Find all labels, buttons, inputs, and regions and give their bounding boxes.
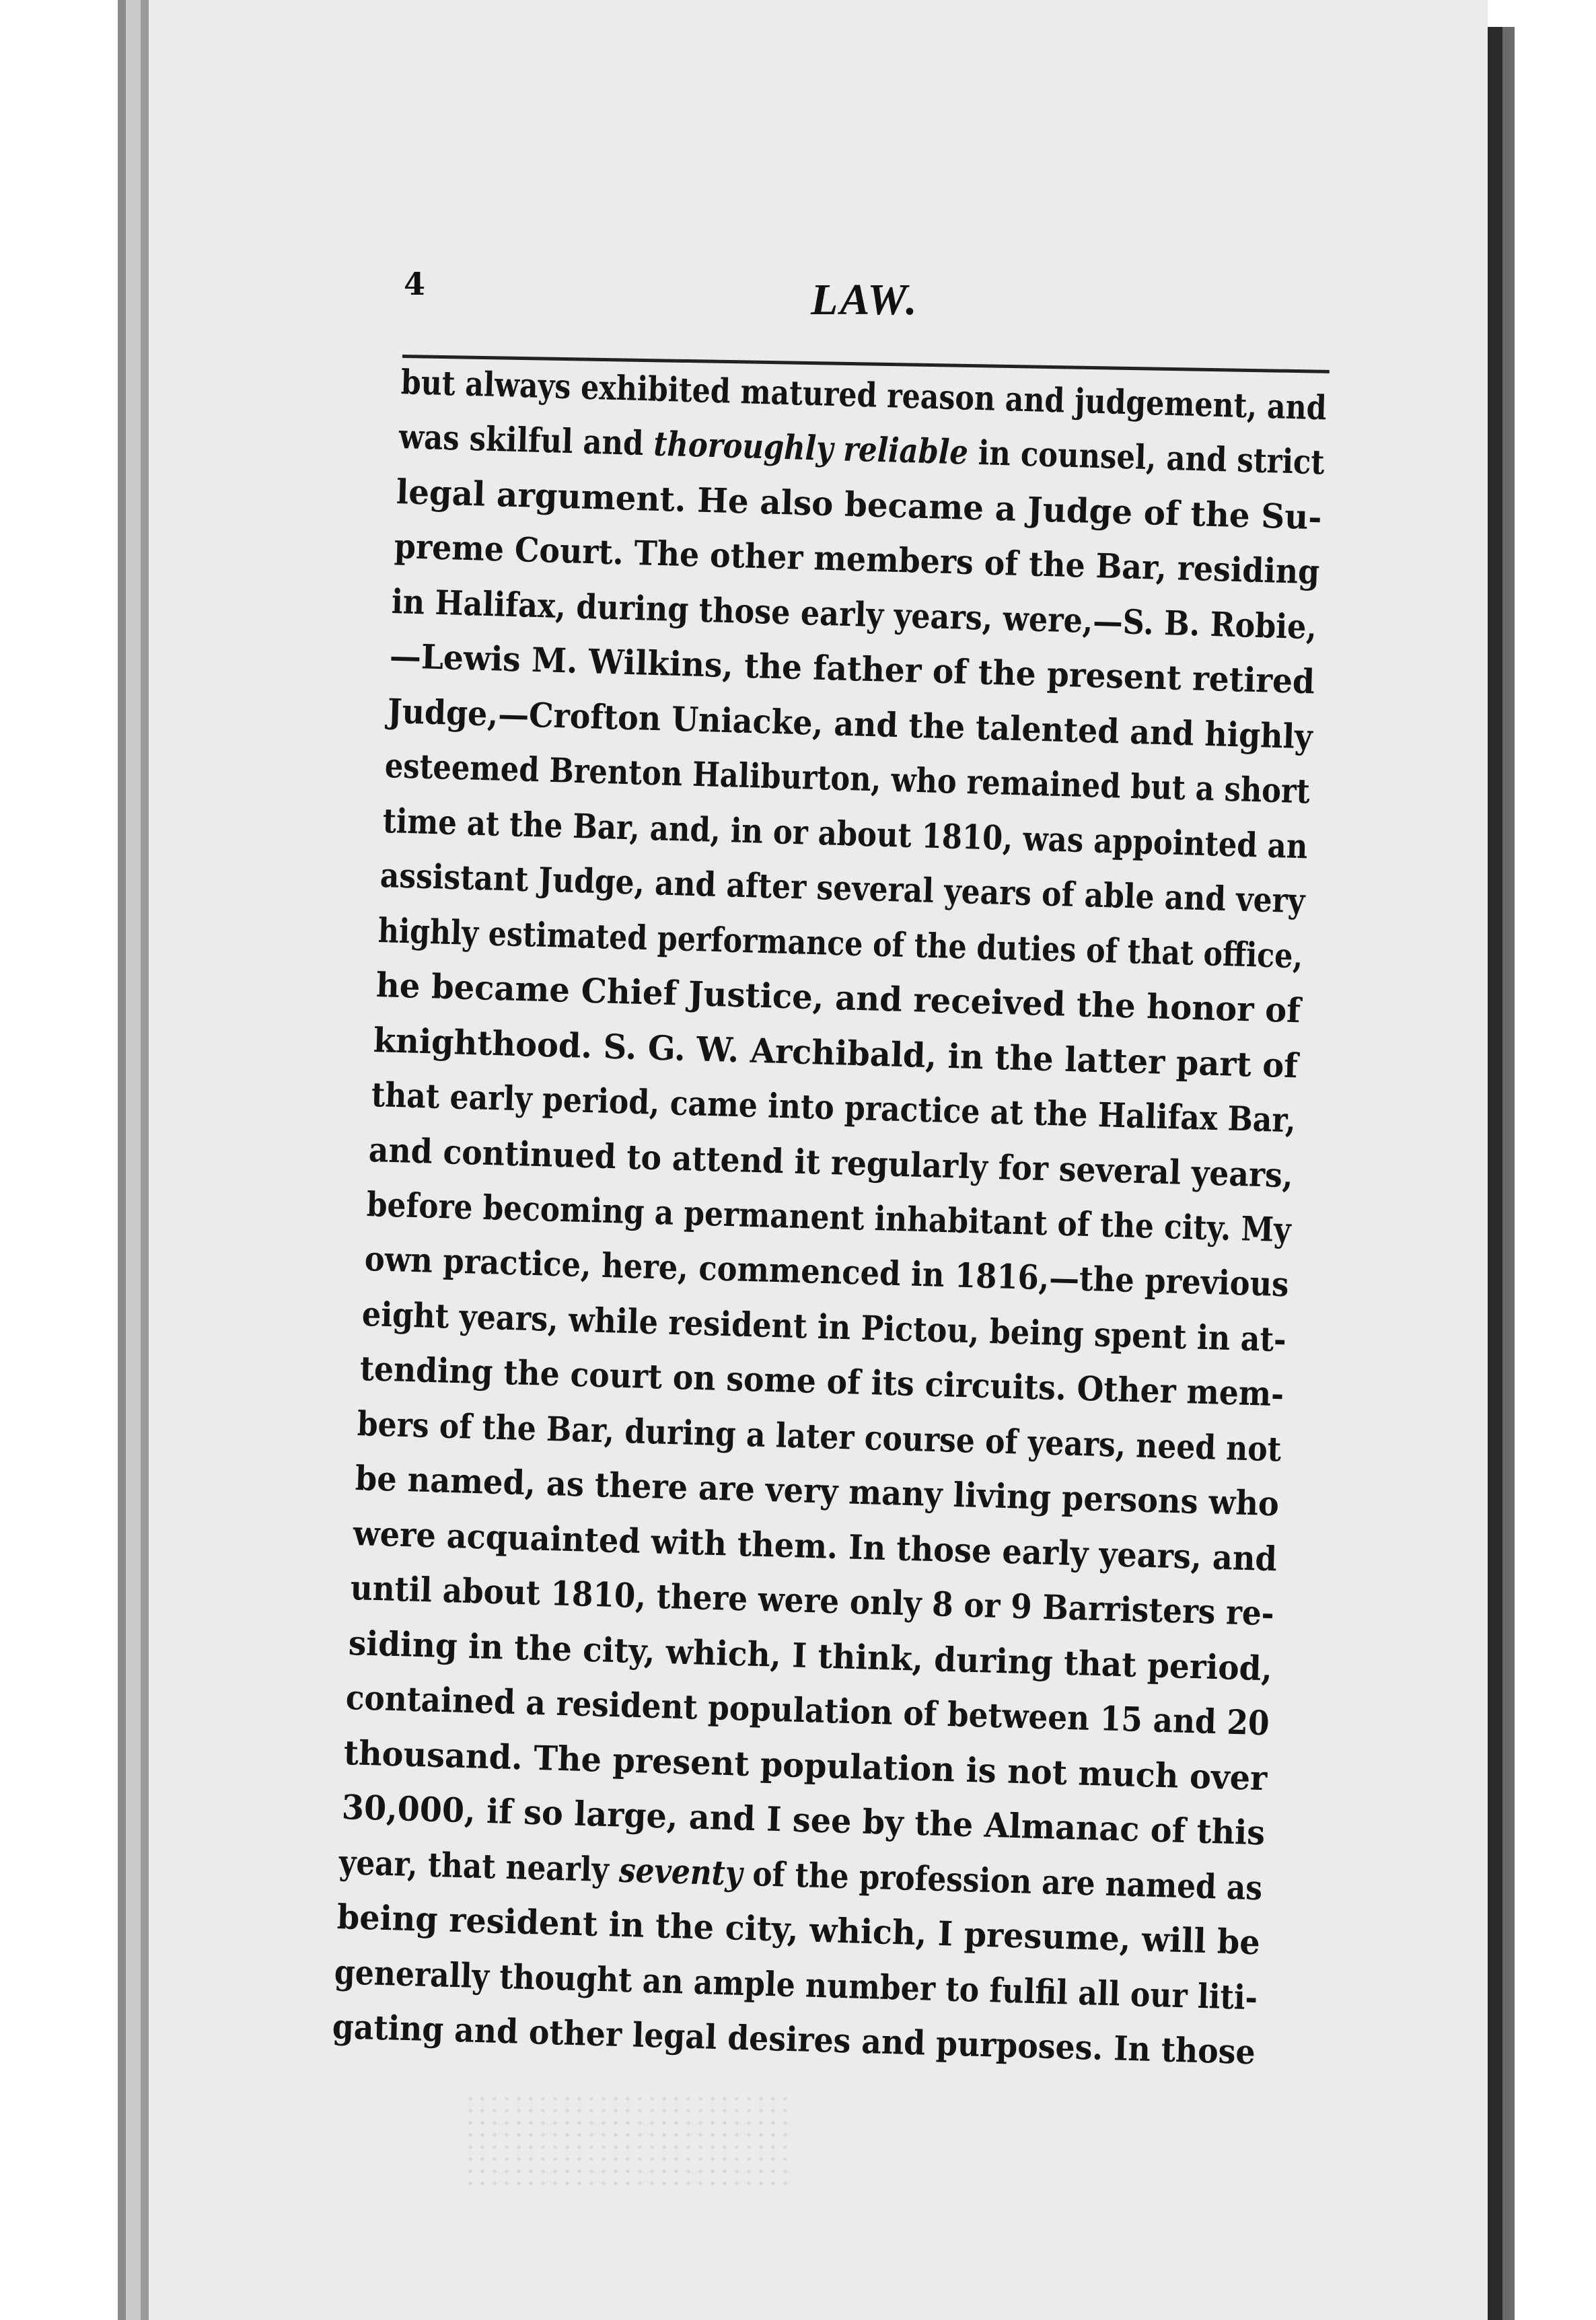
text-segment: but always exhibited matured reason and ju [400, 362, 1107, 422]
running-head: LAW. [811, 275, 919, 324]
text-line [371, 1075, 1296, 1140]
text-segment: was skilful and [398, 416, 654, 464]
text-line [357, 1404, 1282, 1470]
text-line [375, 965, 1301, 1031]
text-line [387, 691, 1313, 757]
text-segment: esteemed Brenton Haliburton, who remained but a short [384, 746, 1311, 811]
text-line [359, 1348, 1284, 1414]
text-segment: and continued to attend it regularly for several years, [368, 1129, 1294, 1195]
text-line [355, 1458, 1280, 1524]
text-segment: tending the court on some of its circuits. Other mem- [359, 1348, 1284, 1414]
text-segment: own practice, here, commenced in 1816,—the previous [363, 1239, 1289, 1305]
text-segment: —Lewis M. Wilkins, the father of the present retired [389, 636, 1315, 702]
text-line [334, 1952, 1258, 2018]
text-line [389, 636, 1315, 702]
show-through-marks [464, 2093, 787, 2187]
text-line [361, 1294, 1286, 1360]
text-segment: legal argument. He also became a Judge of the Su- [396, 471, 1323, 538]
text-segment: thousand. The present population is not much over [343, 1732, 1268, 1798]
text-line [336, 1897, 1260, 1963]
text-line [400, 362, 1327, 428]
text-segment: contained a resident population of between 15 and 20 [345, 1677, 1270, 1743]
text-segment: of the profession are named as [741, 1853, 1263, 1908]
text-segment: siding in the city, which, I think, during that period, [347, 1622, 1273, 1689]
text-segment: bers of the Bar, during a later course of years, need not [357, 1403, 1282, 1470]
text-line [366, 1184, 1291, 1250]
text-segment: being resident in the city, which, I presume, will be [336, 1897, 1261, 1963]
text-segment: be named, as there are very many living persons who [355, 1458, 1280, 1524]
text-segment: gement, and [1125, 382, 1328, 428]
text-segment: eight years, while resident in Pictou, being spent in at- [361, 1293, 1287, 1360]
text-line [353, 1513, 1277, 1579]
text-line [369, 1130, 1294, 1196]
text-line [332, 2006, 1256, 2072]
text-line [380, 855, 1306, 921]
text-segment: assistant Judge, and after several years of able and very [379, 855, 1306, 921]
text-line [398, 416, 1325, 482]
text-line [373, 1020, 1299, 1086]
text-segment: 30,000, if so large, and I see by the Almanac of this [340, 1787, 1266, 1853]
text-segment: generally thought an ample number to fulfil all our liti- [334, 1951, 1259, 2017]
text-segment: in counsel, and strict [967, 433, 1325, 482]
text-line [343, 1733, 1268, 1799]
text-segment: d [1105, 382, 1127, 423]
text-segment: that early period, came into practice at the Halifax Bar, [370, 1075, 1297, 1140]
text-line [394, 526, 1320, 592]
text-segment: thoroughly reliable [653, 424, 969, 473]
text-segment: until about 1810, there were only 8 or 9 Barristers re- [350, 1568, 1275, 1634]
text-segment: Judge,—Crofton Uniacke, and the talented and highly [386, 690, 1313, 757]
text-segment: were acquainted with them. In those early years, and [352, 1513, 1278, 1579]
text-line [350, 1568, 1274, 1634]
text-line [382, 801, 1308, 867]
text-line [384, 746, 1310, 811]
text-segment: knighthood. S. G. W. Archibald, in the latter part of [373, 1019, 1299, 1085]
text-segment: in Halifax, during those early years, were,—S. B. Robie, [391, 581, 1318, 647]
text-line [341, 1787, 1266, 1853]
text-line [346, 1677, 1270, 1743]
text-line [377, 910, 1303, 976]
text-line [396, 472, 1322, 538]
text-line [364, 1239, 1289, 1305]
text-segment: highly estimated performance of the duties of that office, [377, 910, 1304, 976]
text-segment: he became Chief Justice, and received the honor of [375, 965, 1301, 1031]
text-segment: before becoming a permanent inhabitant of the city. My [366, 1184, 1292, 1250]
text-line [338, 1842, 1263, 1908]
text-line [392, 581, 1318, 647]
page-number: 4 [404, 266, 426, 302]
text-segment: gating and other legal desires and purposes. In those [332, 2006, 1256, 2072]
text-segment: seventy [618, 1850, 743, 1893]
text-segment: time at the Bar, and, in or about 1810, was appointed an [382, 800, 1309, 867]
text-segment: year, that nearly [338, 1842, 620, 1890]
text-line [348, 1623, 1272, 1689]
text-segment: preme Court. The other members of the Bar, residing [393, 526, 1320, 592]
